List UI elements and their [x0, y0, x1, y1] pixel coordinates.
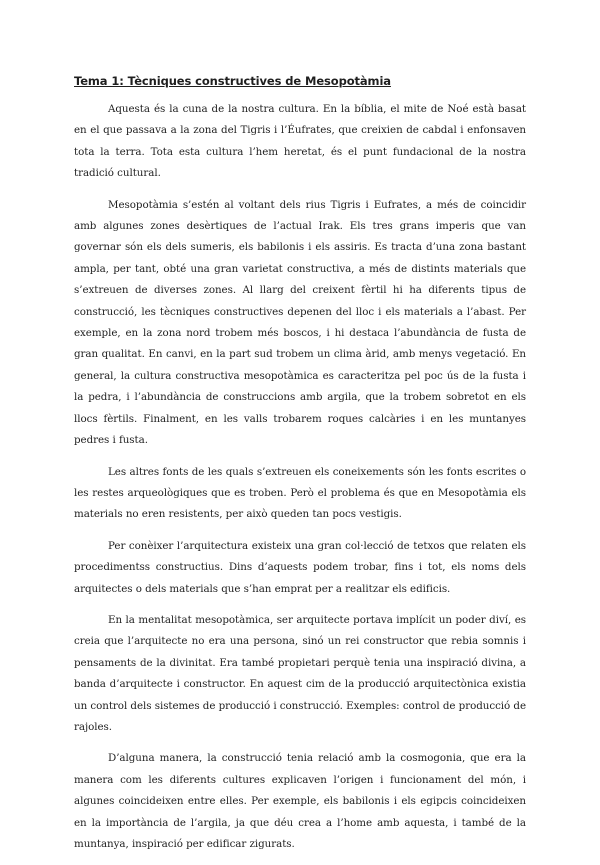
paragraph-sources: Les altres fonts de les quals s’extreuen els coneixements són les fonts escrites o les restes arqueològiques que es troben. Però el problema és que en Mesopotàmia els materials no eren resistents, per això queden tan pocs vestigis. [74, 465, 526, 521]
document-body [74, 74, 526, 865]
paragraph-intro: Aquesta és la cuna de la nostra cultura. En la bíblia, el mite de Noé està basat en el que passava a la zona del Tigris i l’Éufrates, que creixien de cabdal i enfonsaven tota la terra. Tota esta cultura l’hem heretat, és el punt fundacional de la nostra tradició cultural. [74, 103, 526, 180]
paragraph-texts: Per conèixer l’arquitectura existeix una gran col·lecció de tetxos que relaten els procedimentss constructius. Dins d’aquests podem trobar, fins i tot, els noms dels arquitectes o dels materials que s’han emprat per a realitzar els edificis. [74, 539, 526, 595]
paragraph-cosmogony: D’alguna manera, la construcció tenia relació amb la cosmogonia, que era la manera com les diferents cultures explicaven l’origen i funcionament del món, i algunes coincideixen entre elles. Per exemple, els babilonis i els egipcis coincideixen en la importància de l’argila, ja que déu crea a l’home amb aquesta, i també de la muntanya, inspiració per edificar zigurats. [74, 752, 526, 850]
paragraph-architect: En la mentalitat mesopotàmica, ser arquitecte portava implícit un poder diví, es creia que l’arquitecte no era una persona, sinó un rei constructor que rebia somnis i pensaments de la divinitat. Era també propietari perquè tenia una inspiració divina, a banda d’arquitecte i constructor. En aquest cim de la producció arquitectònica existia un control dels sistemes de producció i construcció. Exemples: control de producció de rajoles. [74, 613, 526, 733]
page-title: Tema 1: Tècniques constructives de Mesopotàmia [74, 74, 391, 88]
paragraph-geography: Mesopotàmia s’estén al voltant dels rius Tigris i Eufrates, a més de coincidir amb algunes zones desèrtiques de l’actual Irak. Els tres grans imperis que van governar són els dels sumeris, els babilonis i els assiris. Es tracta d’una zona bastant ampla, per tant, obté una gran varietat constructiva, a més de distints materials que s’extreuen de diverses zones. Al llarg del creixent fèrtil hi ha diferents tipus de construcció, les tècniques constructives depenen del lloc i els materials a l’abast. Per exemple, en la zona nord trobem més boscos, i hi destaca l’abundància de fusta de gran qualitat. En canvi, en la part sud trobem un clima àrid, amb menys vegetació. En general, la cultura constructiva mesopotàmica es caracteritza pel poc ús de la fusta i la pedra, i l’abundància de construccions amb argila, que la trobem sobretot en els llocs fèrtils. Finalment, en les valls trobarem roques calcàries i en les muntanyes pedres i fusta. [74, 198, 526, 447]
